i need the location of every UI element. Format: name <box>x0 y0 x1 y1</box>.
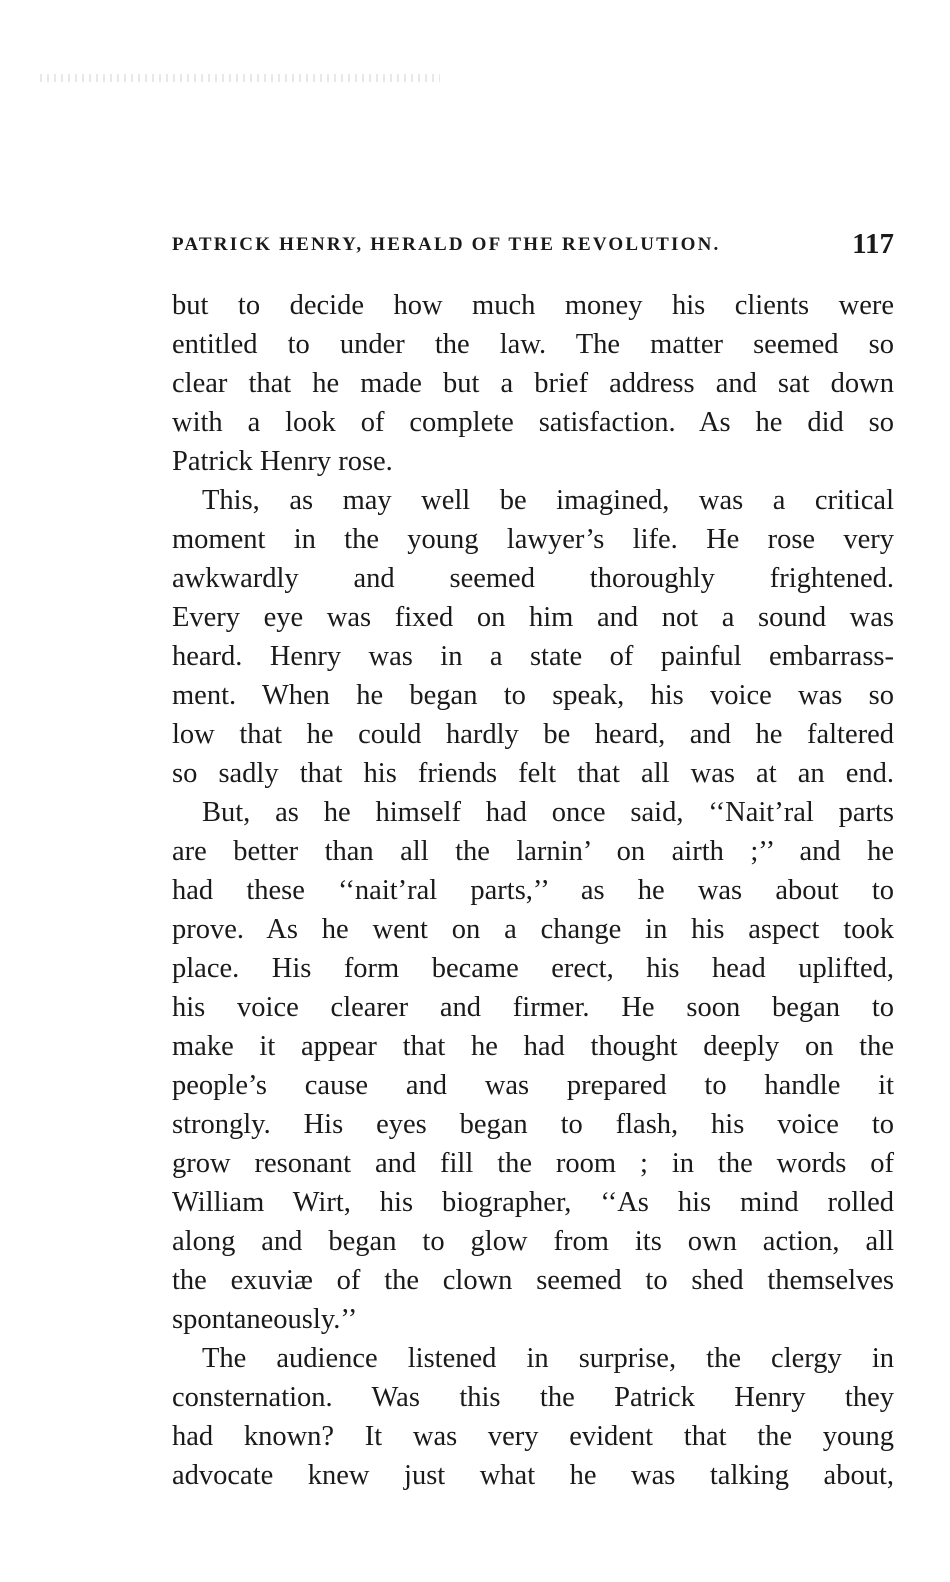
text-line: heard. Henry was in a state of painful embarrass- <box>172 641 894 672</box>
paragraph-4 <box>172 1339 894 1495</box>
paragraph-3 <box>172 793 894 1339</box>
text-line: But, as he himself had once said, ‘‘Nait’ral parts <box>202 797 894 828</box>
text-line: strongly. His eyes began to flash, his voice to <box>172 1109 894 1140</box>
scan-noise <box>40 74 440 82</box>
text-line: along and began to glow from its own action, all <box>172 1226 894 1257</box>
text-line: the exuviæ of the clown seemed to shed themselves <box>172 1265 894 1296</box>
text-line: so sadly that his friends felt that all was at an end. <box>172 758 894 789</box>
text-line: spontaneously.’’ <box>172 1304 358 1335</box>
paragraph-2 <box>172 481 894 793</box>
text-line: Every eye was fixed on him and not a sound was <box>172 602 894 633</box>
text-line: The audience listened in surprise, the clergy in <box>202 1343 894 1374</box>
text-line: place. His form became erect, his head uplifted, <box>172 953 894 984</box>
text-line: are better than all the larnin’ on airth ;’’ and he <box>172 836 894 867</box>
text-line: William Wirt, his biographer, ‘‘As his mind rolled <box>172 1187 894 1218</box>
text-line: had known? It was very evident that the young <box>172 1421 894 1452</box>
text-line: consternation. Was this the Patrick Henry they <box>172 1382 894 1413</box>
paragraph-1 <box>172 286 894 481</box>
text-line: ment. When he began to speak, his voice was so <box>172 680 894 711</box>
text-line: clear that he made but a brief address and sat down <box>172 368 894 399</box>
text-line: people’s cause and was prepared to handle it <box>172 1070 894 1101</box>
text-line: This, as may well be imagined, was a critical <box>202 485 894 516</box>
text-line: with a look of complete satisfaction. As he did so <box>172 407 894 438</box>
running-title: PATRICK HENRY, HERALD OF THE REVOLUTION. <box>172 234 721 255</box>
text-line: entitled to under the law. The matter seemed so <box>172 329 894 360</box>
body-text <box>172 286 894 1495</box>
text-line: low that he could hardly be heard, and he faltered <box>172 719 894 750</box>
text-line: had these ‘‘nait’ral parts,’’ as he was about to <box>172 875 894 906</box>
page-number: 117 <box>852 228 894 260</box>
text-line: his voice clearer and firmer. He soon began to <box>172 992 894 1023</box>
text-line: Patrick Henry rose. <box>172 446 393 477</box>
running-head <box>172 228 894 264</box>
text-line: advocate knew just what he was talking about, <box>172 1460 894 1491</box>
text-line: make it appear that he had thought deeply on the <box>172 1031 894 1062</box>
text-line: grow resonant and fill the room ; in the words of <box>172 1148 894 1179</box>
text-line: moment in the young lawyer’s life. He rose very <box>172 524 894 555</box>
text-line: prove. As he went on a change in his aspect took <box>172 914 894 945</box>
text-line: awkwardly and seemed thoroughly frightened. <box>172 563 894 594</box>
text-line: but to decide how much money his clients were <box>172 290 894 321</box>
